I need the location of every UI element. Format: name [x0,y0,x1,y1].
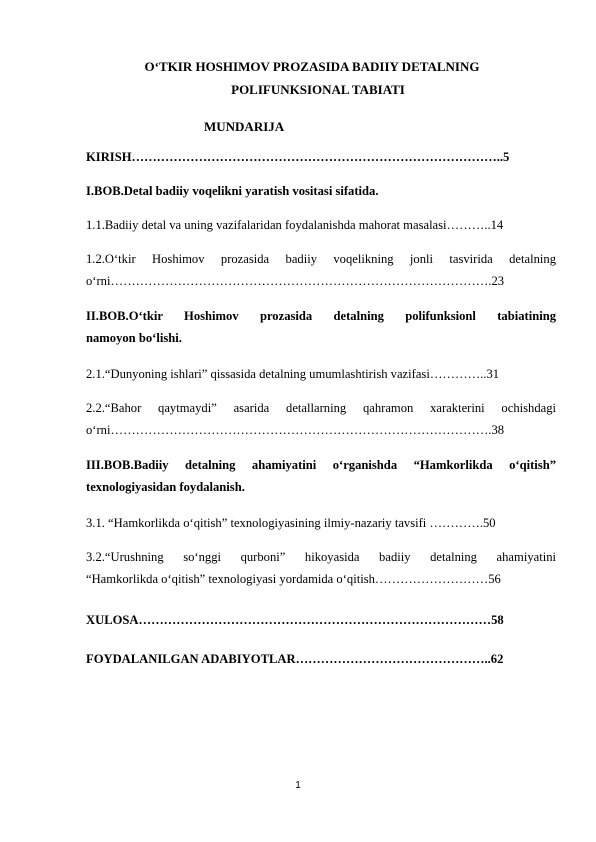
toc-section-2-1: 2.1.“Dunyoning ishlari” qissasida detalning umumlashtirish vazifasi…………..31 [86,367,500,381]
toc-chapter-3 [86,457,556,496]
toc-section-3-2-line-1: 3.2.“Urushning so‘nggi qurboni” hikoyasida badiiy detalning ahamiyatini [86,550,556,564]
toc-chapter-2-line-1: II.BOB.O‘tkir Hoshimov prozasida detalning polifunksionl tabiatining [86,309,556,323]
toc-section-2-2 [86,400,556,439]
document-title-line-1: O‘TKIR HOSHIMOV PROZASIDA BADIIY DETALNING [144,59,480,74]
toc-section-3-2-line-2: “Hamkorlikda o‘qitish” texnologiyasi yordamida o‘qitish………………………56 [86,572,501,586]
toc-chapter-3-line-2: texnologiyasidan foydalanish. [86,480,245,494]
page-number: 1 [295,780,301,791]
toc-entry-intro: KIRISH……………………………………………………………………………..5 [86,150,510,164]
toc-entry-conclusion: XULOSA…………………………………………………………………………58 [86,613,504,627]
toc-entry-references: FOYDALANILGAN ADABIYOTLAR………………………………………..62 [86,652,504,666]
toc-section-1-2-line-2: o‘rni……………………………………………………………………………….23 [86,274,505,288]
toc-section-1-2 [86,251,556,290]
toc-section-3-2 [86,549,556,588]
toc-chapter-2-line-2: namoyon bo‘lishi. [86,331,182,345]
toc-chapter-3-line-1: III.BOB.Badiiy detalning ahamiyatini o‘rganishda “Hamkorlikda o‘qitish” [86,458,556,472]
contents-heading: MUNDARIJA [204,119,285,134]
toc-section-2-2-line-1: 2.2.“Bahor qaytmaydi” asarida detallarning qahramon xarakterini ochishdagi [86,401,556,415]
toc-section-1-2-line-1: 1.2.O‘tkir Hoshimov prozasida badiiy voqelikning jonli tasvirida detalning [86,252,556,266]
document-title-line-2: POLIFUNKSIONAL TABIATI [231,82,405,97]
toc-chapter-1: I.BOB.Detal badiiy voqelikni yaratish vositasi sifatida. [86,184,379,198]
toc-section-2-2-line-2: o‘rni……………………………………………………………………………….38 [86,423,505,437]
toc-chapter-2 [86,308,556,347]
toc-section-1-1: 1.1.Badiiy detal va uning vazifalaridan foydalanishda mahorat masalasi………..14 [86,218,504,232]
toc-section-3-1: 3.1. “Hamkorlikda o‘qitish” texnologiyasining ilmiy-nazariy tavsifi ………….50 [86,516,496,530]
